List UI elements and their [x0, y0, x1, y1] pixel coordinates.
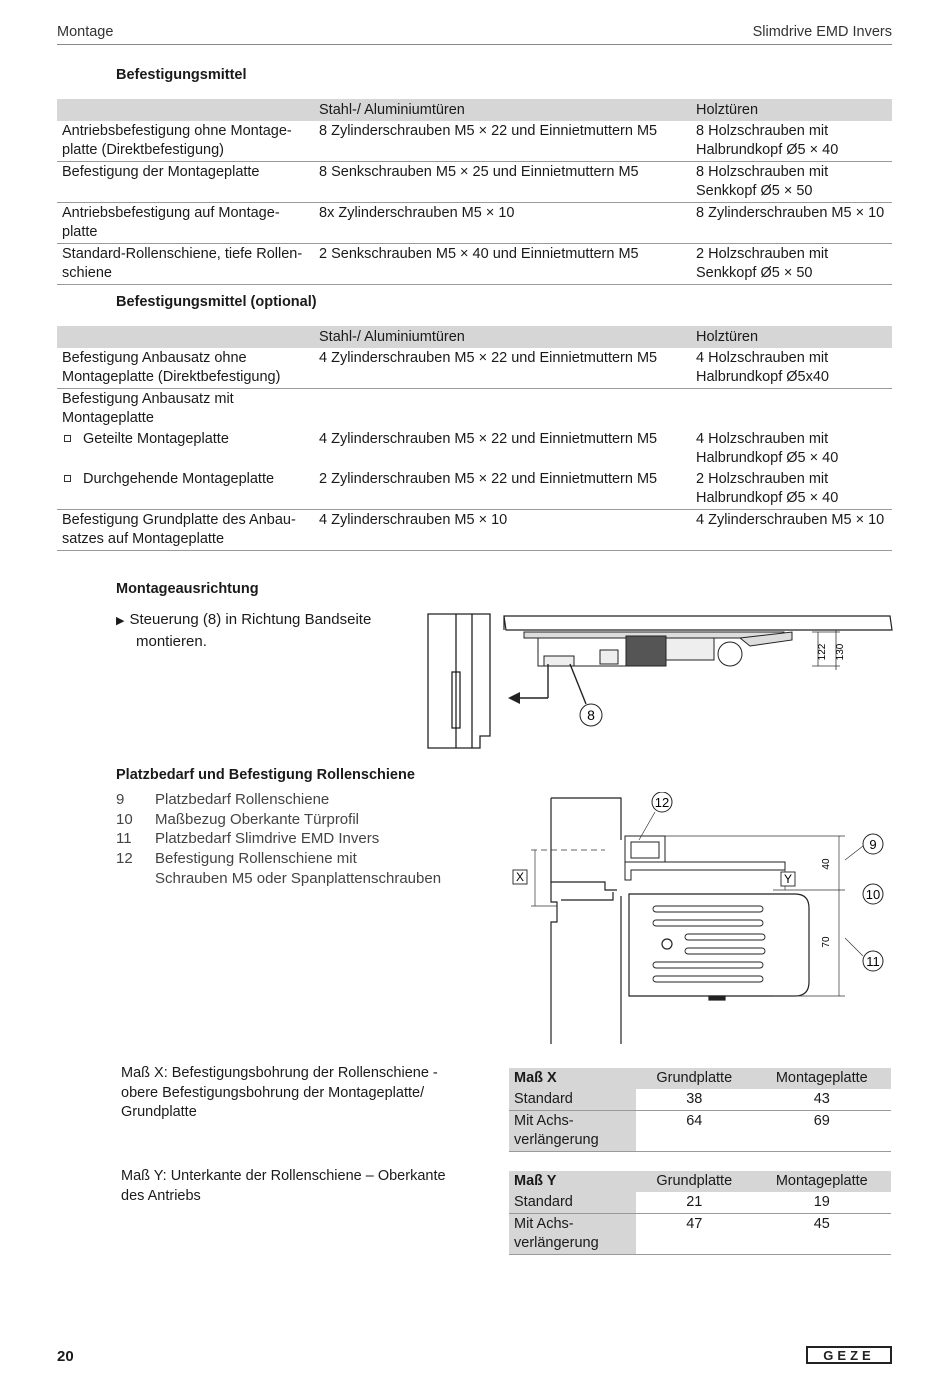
cell-steel: 4 Zylinderschrauben M5 × 22 und Einnietmuttern M5 — [314, 348, 691, 389]
mass-x-note: Maß X: Befestigungsbohrung der Rollenschiene - obere Befestigungsbohrung der Montageplatte/ Grundplatte — [121, 1065, 438, 1120]
mass-y-table — [509, 1171, 891, 1255]
section-title-befestigungsmittel-optional: Befestigungsmittel (optional) — [116, 294, 317, 310]
label-x: X — [515, 870, 525, 884]
cell-usage: Standard-Rollenschiene, tiefe Rollen- schiene — [57, 244, 314, 285]
callout-11-label: 11 — [866, 954, 880, 969]
cell-steel: 2 Senkschrauben M5 × 40 und Einnietmuttern M5 — [314, 244, 691, 285]
table-header: Maß Y Grundplatte Montageplatte — [509, 1171, 891, 1192]
table-row — [57, 510, 892, 551]
cell-usage: Antriebsbefestigung ohne Montage- platte (Direktbefestigung) — [57, 121, 314, 162]
legend-item: 11 Platzbedarf Slimdrive EMD Invers — [116, 830, 380, 848]
legend-item: 9 Platzbedarf Rollenschiene — [116, 791, 330, 808]
table-row — [57, 162, 892, 203]
header-divider — [57, 44, 892, 45]
legend-item: 10 Maßbezug Oberkante Türprofil — [116, 810, 359, 828]
cell-usage: Durchgehende Montageplatte — [57, 469, 314, 510]
page-number: 20 — [57, 1348, 74, 1365]
legend-item: 12 Befestigung Rollenschiene mit — [116, 850, 357, 868]
cell-usage: Befestigung Grundplatte des Anbau- satzes auf Montageplatte — [57, 510, 314, 551]
dimension-40: 40 — [821, 858, 832, 870]
section-title-montageausrichtung: Montageausrichtung — [116, 581, 259, 597]
fastener-table — [57, 99, 892, 285]
cell-wood: 8 Holzschrauben mit Senkkopf Ø5 × 50 — [691, 162, 892, 203]
col-header-wood: Holztüren — [691, 326, 892, 348]
table-row: Standard 21 19 — [509, 1192, 891, 1214]
table-row — [57, 469, 892, 510]
legend-list — [116, 790, 441, 889]
cell-steel: 4 Zylinderschrauben M5 × 10 — [314, 510, 691, 551]
bullet-square-icon — [64, 475, 71, 482]
operator-body-drawing — [629, 894, 809, 1000]
cell-steel: 2 Zylinderschrauben M5 × 22 und Einnietmuttern M5 — [314, 469, 691, 510]
dimension-70: 70 — [821, 936, 832, 948]
header-product: Slimdrive EMD Invers — [752, 24, 892, 40]
col-header-empty — [57, 99, 314, 121]
callout-9-label: 9 — [869, 837, 877, 852]
cell-steel: 4 Zylinderschrauben M5 × 22 und Einnietmuttern M5 — [319, 431, 658, 447]
cell-wood: 4 Holzschrauben mit Halbrundkopf Ø5 × 40 — [696, 431, 839, 466]
table-row — [57, 121, 892, 162]
roller-rail-drawing — [625, 836, 785, 880]
col-header-steel: Stahl-/ Aluminiumtüren — [314, 99, 691, 121]
cell-usage: Befestigung Anbausatz mit Montageplatte — [62, 391, 234, 426]
callout-10-label: 10 — [865, 887, 881, 902]
table-row: Mit Achs- verlängerung 47 45 — [509, 1214, 891, 1255]
cell-usage: Geteilte Montageplatte — [57, 429, 314, 469]
dimension-130: 130 — [835, 643, 846, 661]
header-profile-drawing — [504, 616, 892, 630]
section-title-befestigungsmittel: Befestigungsmittel — [116, 67, 247, 83]
cell-wood: 4 Holzschrauben mit Halbrundkopf Ø5x40 — [691, 348, 892, 389]
clearance-diagram — [505, 792, 900, 1050]
header-section: Montage — [57, 24, 114, 40]
callout-8-label: 8 — [587, 707, 595, 723]
cell-steel: 8x Zylinderschrauben M5 × 10 — [314, 203, 691, 244]
table-header: Maß X Grundplatte Montageplatte — [509, 1068, 891, 1089]
col-header-wood: Holztüren — [691, 99, 892, 121]
cell-usage: Befestigung der Montageplatte — [57, 162, 314, 203]
cell-wood: 2 Holzschrauben mit Halbrundkopf Ø5 × 40 — [691, 469, 892, 510]
orientation-diagram — [420, 606, 900, 754]
table-row — [57, 244, 892, 285]
mass-x-table — [509, 1068, 891, 1152]
section-title-platzbedarf: Platzbedarf und Befestigung Rollenschiene — [116, 767, 415, 783]
arrow-right-icon: ▶ — [116, 615, 125, 627]
bullet-square-icon — [64, 435, 71, 442]
table-row — [57, 203, 892, 244]
mass-y-note: Maß Y: Unterkante der Rollenschiene – Oberkante des Antriebs — [121, 1168, 446, 1204]
callout-12-label: 12 — [654, 795, 670, 810]
direction-arrow-icon — [508, 664, 586, 704]
table-row: Standard 38 43 — [509, 1089, 891, 1111]
cell-usage: Antriebsbefestigung auf Montage- platte — [57, 203, 314, 244]
table-header — [57, 99, 892, 121]
cell-usage: Befestigung Anbausatz ohne Montageplatte (Direktbefestigung) — [57, 348, 314, 389]
door-frame-drawing — [428, 614, 490, 748]
instruction: ▶ Steuerung (8) in Richtung Bandseite montieren. — [116, 611, 372, 650]
table-header — [57, 326, 892, 348]
cell-wood: 8 Holzschrauben mit Halbrundkopf Ø5 × 40 — [691, 121, 892, 162]
table-row — [57, 429, 892, 469]
geze-logo: GEZE — [806, 1346, 892, 1364]
cell-wood: 4 Zylinderschrauben M5 × 10 — [691, 510, 892, 551]
cell-steel — [314, 389, 691, 430]
operator-drawing — [524, 632, 792, 666]
table-row — [57, 389, 892, 430]
fastener-optional-table — [57, 326, 892, 551]
col-header-steel: Stahl-/ Aluminiumtüren — [314, 326, 691, 348]
cell-wood: 8 Zylinderschrauben M5 × 10 — [691, 203, 892, 244]
wall-section-drawing — [551, 798, 621, 1044]
table-row: Mit Achs- verlängerung 64 69 — [509, 1111, 891, 1152]
dimension-122: 122 — [817, 643, 828, 661]
label-y: Y — [783, 872, 793, 886]
table-row — [57, 348, 892, 389]
cell-wood — [691, 389, 892, 430]
col-header-empty — [57, 326, 314, 348]
cell-wood: 2 Holzschrauben mit Senkkopf Ø5 × 50 — [691, 244, 892, 285]
cell-steel: 8 Senkschrauben M5 × 25 und Einnietmuttern M5 — [314, 162, 691, 203]
legend-item-continuation: Schrauben M5 oder Spanplattenschrauben — [155, 869, 442, 887]
cell-steel: 8 Zylinderschrauben M5 × 22 und Einnietmuttern M5 — [314, 121, 691, 162]
